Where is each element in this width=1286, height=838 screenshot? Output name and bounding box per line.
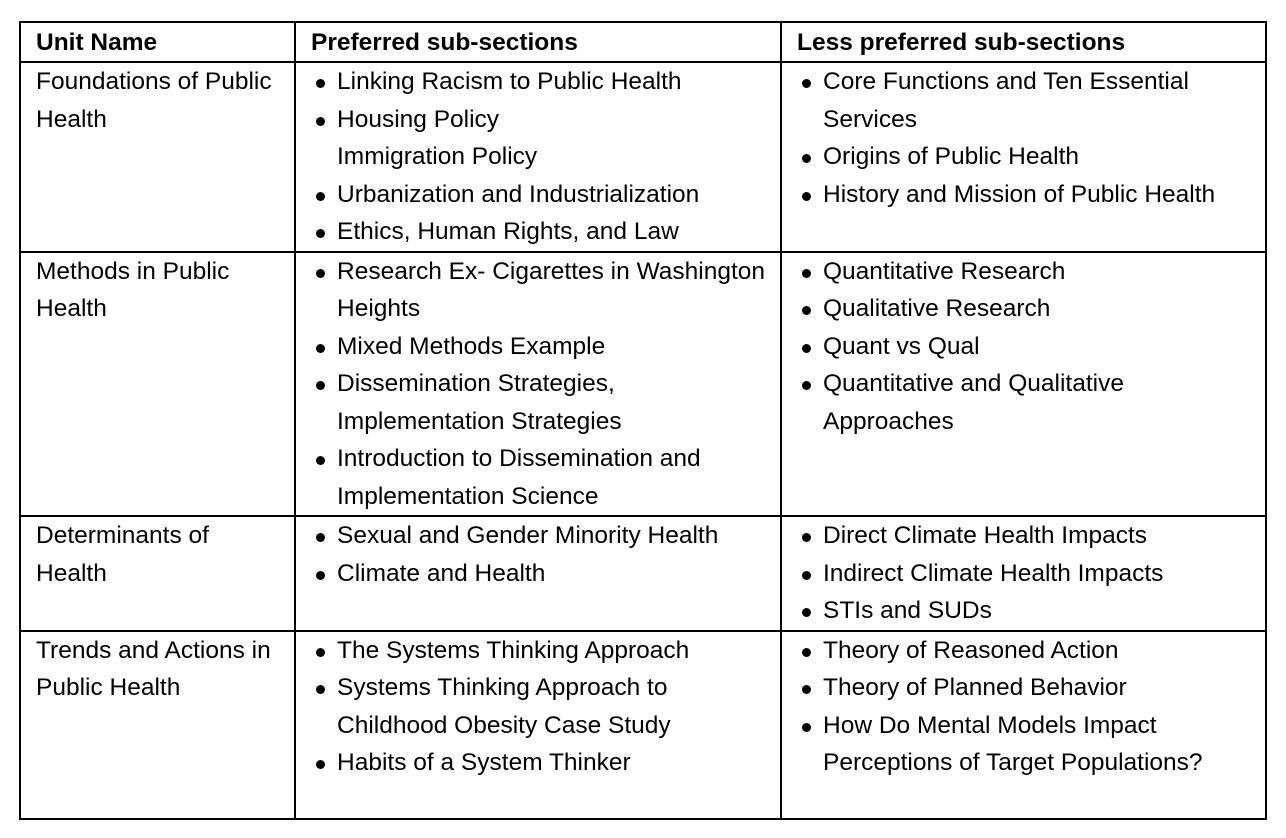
preferred-cell — [295, 631, 781, 819]
list-item — [314, 101, 772, 176]
list-item: Introduction to Dissemination and Implementation Science — [314, 440, 772, 515]
preferred-list — [314, 632, 772, 782]
list-item: Dissemination Strategies, Implementation Strategies — [314, 365, 772, 440]
list-item: Qualitative Research — [800, 290, 1257, 328]
less-preferred-list — [800, 63, 1257, 213]
list-item: STIs and SUDs — [800, 592, 1257, 630]
list-item: How Do Mental Models Impact Perceptions of Target Populations? — [800, 707, 1257, 782]
list-item: Linking Racism to Public Health — [314, 63, 772, 101]
list-item: Sexual and Gender Minority Health — [314, 517, 772, 555]
list-item: Direct Climate Health Impacts — [800, 517, 1257, 555]
preferred-list — [314, 253, 772, 516]
preferred-list — [314, 63, 772, 251]
unit-name-cell: Determinants of Health — [20, 516, 295, 631]
preferred-cell — [295, 62, 781, 252]
list-item: Quantitative Research — [800, 253, 1257, 291]
list-item: Climate and Health — [314, 555, 772, 593]
list-item: Theory of Planned Behavior — [800, 669, 1257, 707]
list-item: Research Ex- Cigarettes in Washington Heights — [314, 253, 772, 328]
less-preferred-cell — [781, 62, 1266, 252]
less-preferred-cell — [781, 252, 1266, 517]
header-row — [20, 22, 1266, 62]
list-item-line: Housing Policy — [337, 105, 500, 133]
list-item: Habits of a System Thinker — [314, 744, 772, 782]
list-item: Theory of Reasoned Action — [800, 632, 1257, 670]
unit-name-cell: Foundations of Public Health — [20, 62, 295, 252]
list-item: Core Functions and Ten Essential Services — [800, 63, 1257, 138]
table-row — [20, 252, 1266, 517]
less-preferred-cell — [781, 516, 1266, 631]
sub-sections-table — [19, 21, 1267, 820]
header-less-preferred: Less preferred sub-sections — [781, 22, 1266, 62]
list-item: Ethics, Human Rights, and Law — [314, 213, 772, 251]
list-item: Systems Thinking Approach to Childhood Obesity Case Study — [314, 669, 772, 744]
list-item-line: Immigration Policy — [337, 143, 538, 170]
list-item: Indirect Climate Health Impacts — [800, 555, 1257, 593]
table-row — [20, 62, 1266, 252]
unit-name-cell: Trends and Actions in Public Health — [20, 631, 295, 819]
list-item: Quantitative and Qualitative Approaches — [800, 365, 1257, 440]
table-row — [20, 631, 1266, 819]
preferred-cell — [295, 516, 781, 631]
list-item: The Systems Thinking Approach — [314, 632, 772, 670]
header-unit-name: Unit Name — [20, 22, 295, 62]
less-preferred-cell — [781, 631, 1266, 819]
less-preferred-list — [800, 632, 1257, 782]
list-item: Quant vs Qual — [800, 328, 1257, 366]
preferred-list — [314, 517, 772, 592]
header-preferred: Preferred sub-sections — [295, 22, 781, 62]
less-preferred-list — [800, 253, 1257, 441]
list-item: History and Mission of Public Health — [800, 176, 1257, 214]
unit-name-cell: Methods in Public Health — [20, 252, 295, 517]
list-item: Urbanization and Industrialization — [314, 176, 772, 214]
list-item: Origins of Public Health — [800, 138, 1257, 176]
list-item: Mixed Methods Example — [314, 328, 772, 366]
table-row — [20, 516, 1266, 631]
preferred-cell — [295, 252, 781, 517]
less-preferred-list — [800, 517, 1257, 630]
